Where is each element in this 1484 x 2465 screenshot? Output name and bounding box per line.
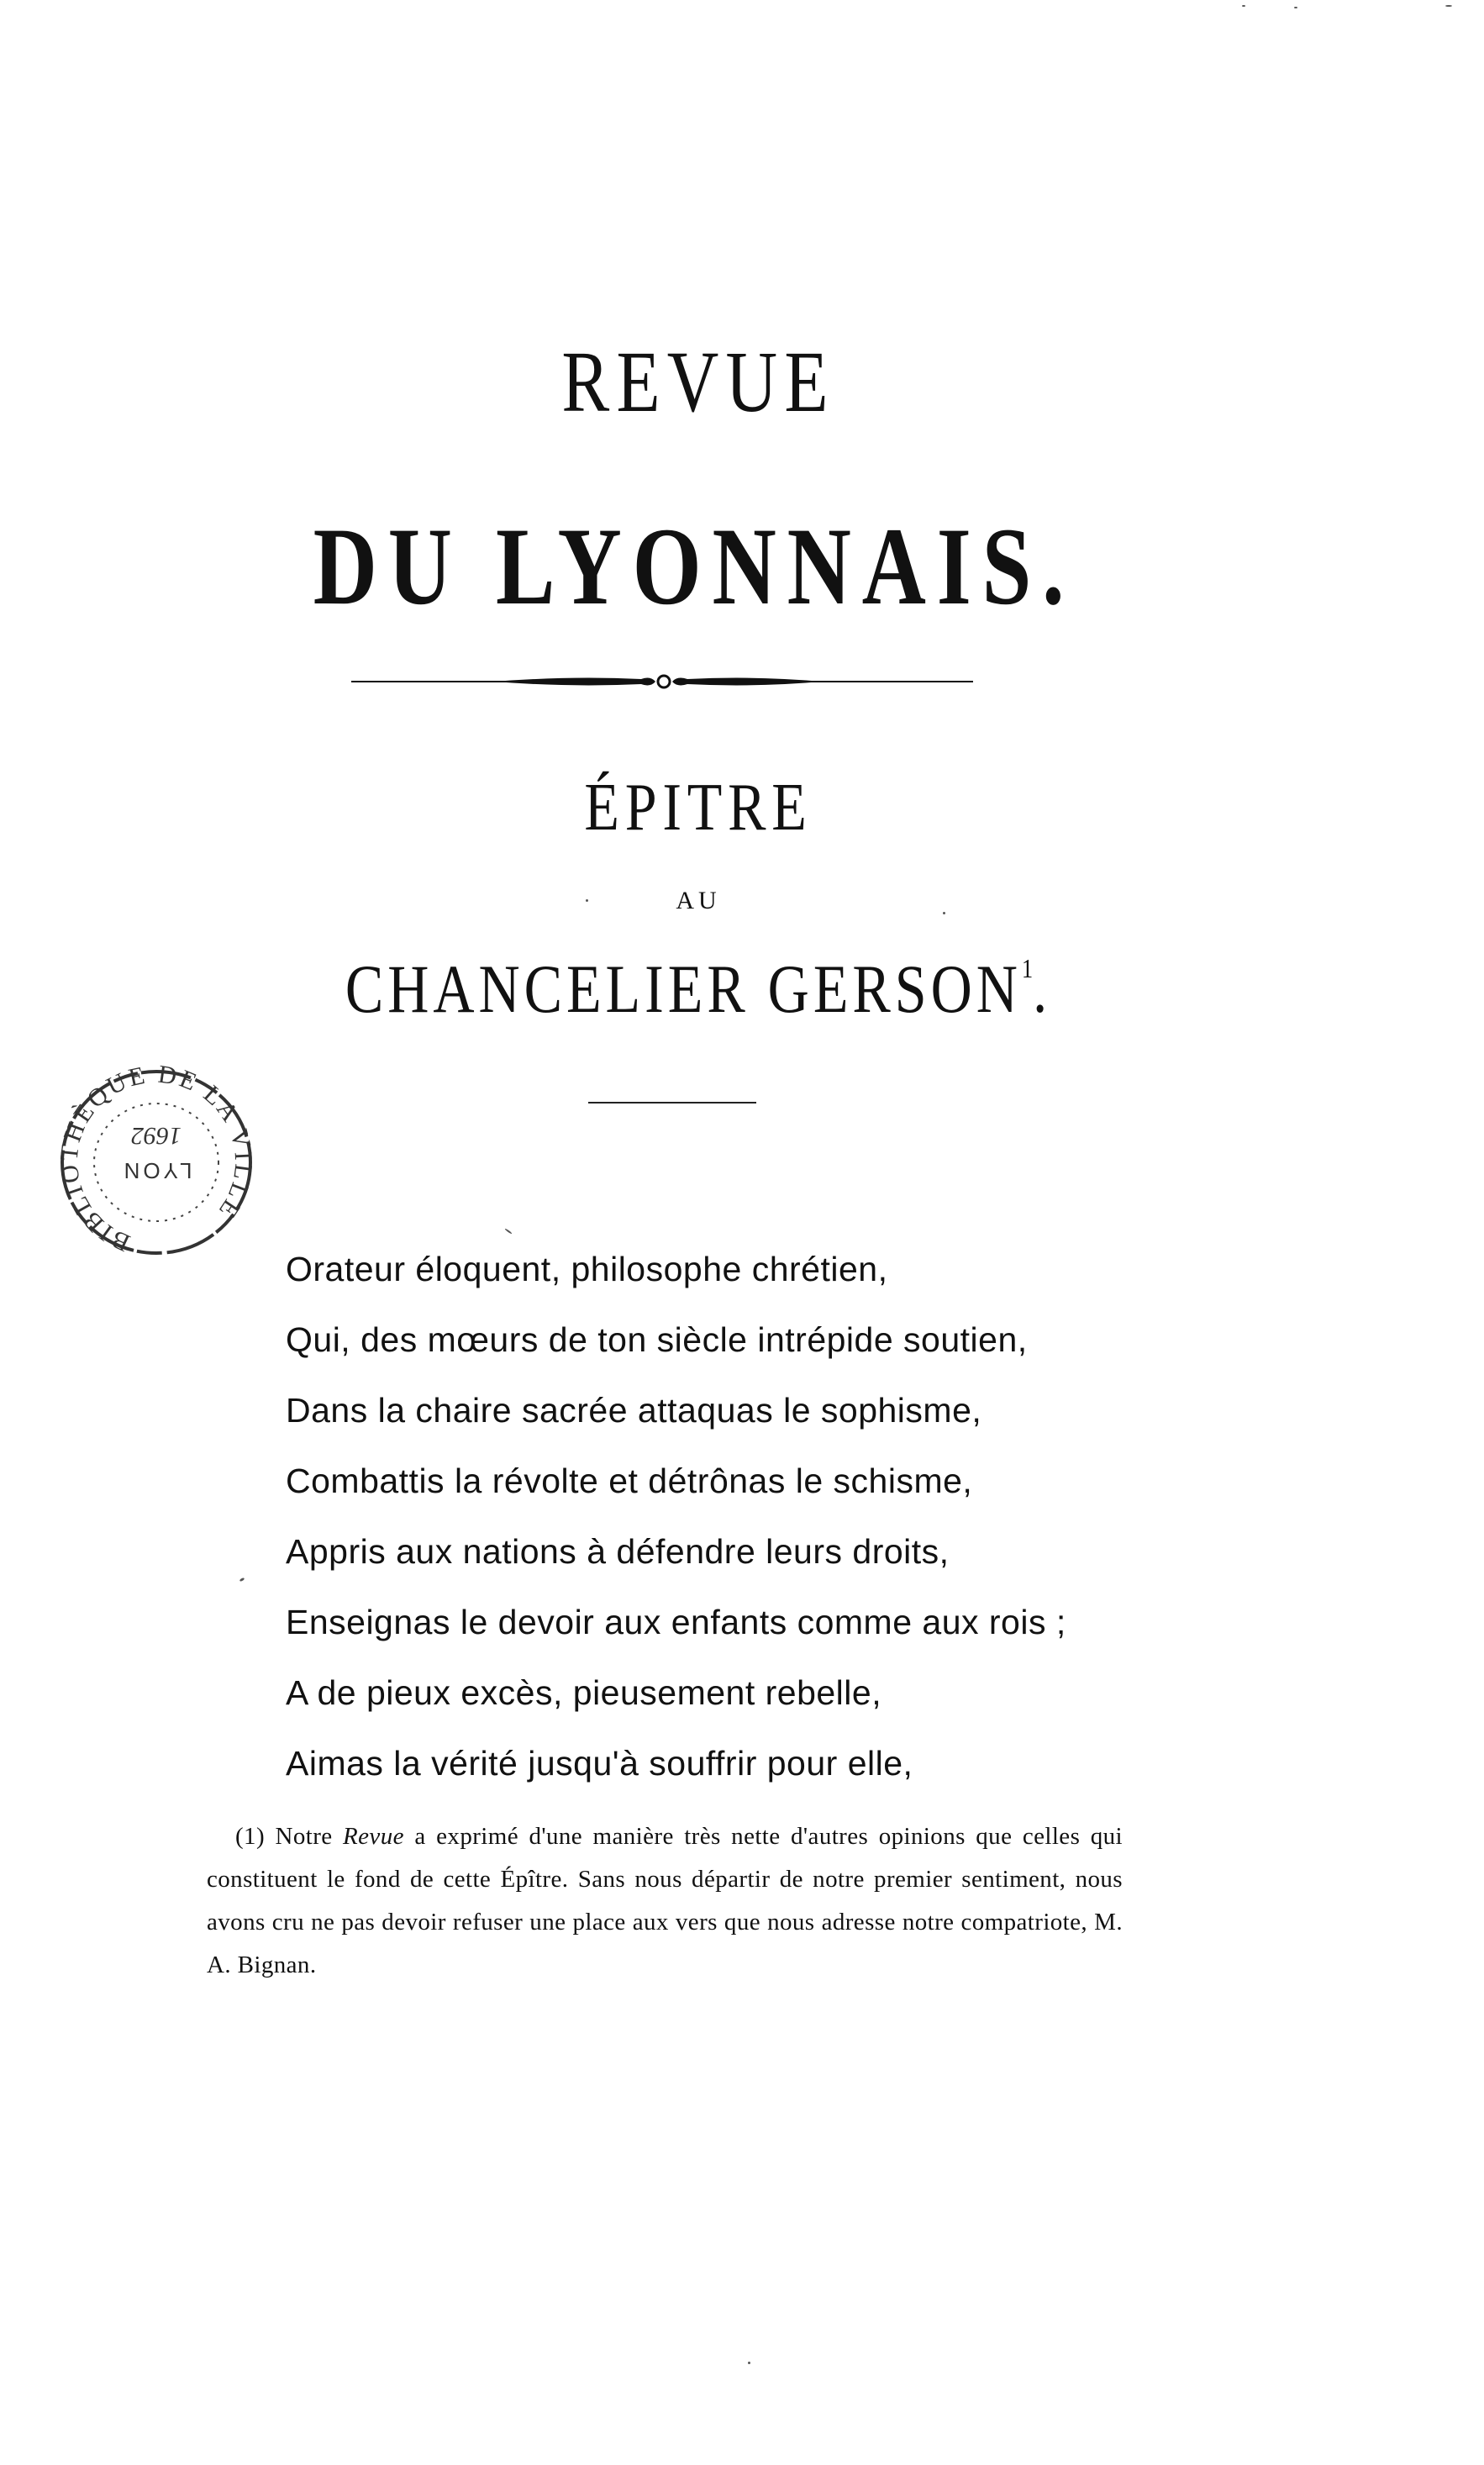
paper-speck bbox=[1294, 7, 1297, 8]
poem-title: ÉPITRE bbox=[584, 771, 813, 845]
poem-subtitle bbox=[82, 950, 1314, 1029]
poem-line: Qui, des mœurs de ton siècle intrépide soutien, bbox=[286, 1320, 1028, 1359]
poem-line: Combattis la révolte et détrônas le schisme, bbox=[286, 1462, 973, 1500]
paper-speck bbox=[1445, 5, 1452, 7]
poem-line: Enseignas le devoir aux enfants comme aux rois ; bbox=[286, 1603, 1066, 1641]
footnote-text-before: Notre bbox=[275, 1823, 333, 1850]
poem-subtitle-period: . bbox=[1033, 951, 1052, 1027]
stamp-city: LYON bbox=[120, 1158, 192, 1183]
paper-speck bbox=[586, 899, 588, 902]
poem-line: Dans la chaire sacrée attaquas le sophisme, bbox=[286, 1391, 982, 1430]
paper-speck bbox=[748, 2362, 750, 2364]
poem-line: Aimas la vérité jusqu'à souffrir pour elle, bbox=[286, 1744, 913, 1783]
stamp-year: 1692 bbox=[131, 1122, 182, 1150]
footnote-text-after: a exprimé d'une manière très nette d'autres opinions que celles qui constituent le fond de cette Épître. Sans nous départir de notre premier sentiment, nous avons cru ne pas devoir refuser une place aux vers que nous adresse notre compatriote, M. A. Bignan. bbox=[207, 1823, 1124, 1978]
poem-title-preposition: AU bbox=[676, 887, 721, 914]
journal-title-line1: REVUE bbox=[561, 334, 835, 430]
poem-line: Appris aux nations à défendre leurs droits, bbox=[286, 1532, 950, 1571]
paper-speck bbox=[1242, 5, 1245, 7]
footnote-marker: (1) bbox=[235, 1823, 266, 1850]
stamp-ring-path: BIBLIOTHÈQUE DE LA VILLE bbox=[55, 1061, 258, 1257]
footnote-italic-word: Revue bbox=[343, 1823, 404, 1850]
poem-line: A de pieux excès, pieusement rebelle, bbox=[286, 1673, 882, 1712]
poem-body bbox=[286, 1234, 1210, 1799]
footnote bbox=[207, 1815, 1123, 1987]
library-stamp bbox=[49, 1061, 264, 1264]
footnote-text bbox=[207, 1815, 1123, 1987]
footnote-reference: 1 bbox=[1021, 953, 1034, 983]
paper-speck bbox=[943, 912, 945, 914]
paper-speck bbox=[239, 1577, 245, 1583]
poem-line: Orateur éloquent, philosophe chrétien, bbox=[286, 1250, 888, 1288]
short-divider bbox=[588, 1102, 756, 1103]
ornamental-divider bbox=[351, 671, 973, 693]
poem-subtitle-text: CHANCELIER GERSON bbox=[345, 951, 1022, 1027]
journal-title-line2: DU LYONNAIS. bbox=[313, 504, 1076, 628]
